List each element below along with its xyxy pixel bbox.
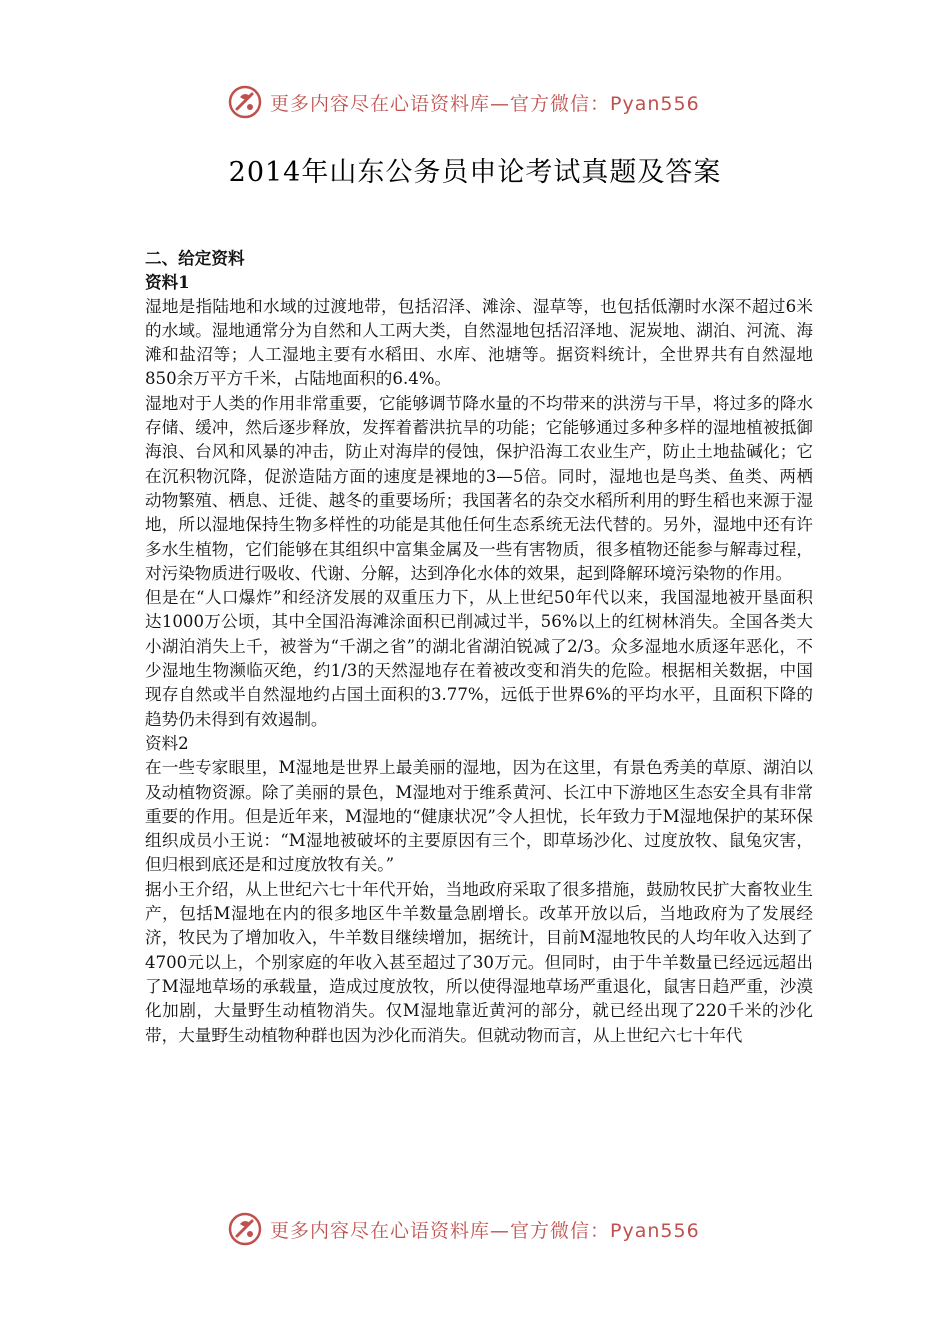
material-2-paragraph-1: 在一些专家眼里，M湿地是世界上最美丽的湿地，因为在这里，有景色秀美的草原、湖泊以及动植物资源。除了美丽的景色，M湿地对于维系黄河、长江中下游地区生态安全具有非常重要的作用。但是近年来，M湿地的“健康状况”令人担忧，长年致力于M湿地保护的某环保组织成员小王说：“M湿地被破坏的主要原因有三个，即草场沙化、过度放牧、鼠兔灾害，但归根到底还是和过度放牧有关。” [145,758,813,875]
section-heading: 二、给定资料 [145,248,245,268]
material-1-paragraph-1: 湿地是指陆地和水域的过渡地带，包括沼泽、滩涂、湿草等，也包括低潮时水深不超过6米的水域。湿地通常分为自然和人工两大类，自然湿地包括沼泽地、泥炭地、湖泊、河流、海滩和盐沼等；人工湿地主要有水稻田、水库、池塘等。据资料统计，全世界共有自然湿地850余万平方千米，占陆地面积的6.4%。 [145,296,813,389]
brand-logo-icon [228,1212,262,1246]
page-title: 2014年山东公务员申论考试真题及答案 [228,157,722,188]
material-1-label: 资料1 [145,272,190,293]
document-body [145,246,813,1048]
banner-text: 更多内容尽在心语资料库—官方微信：Pyan556 [270,1219,700,1242]
banner-text: 更多内容尽在心语资料库—官方微信：Pyan556 [270,92,700,115]
material-1-paragraph-2: 湿地对于人类的作用非常重要，它能够调节降水量的不均带来的洪涝与干旱，将过多的降水存储、缓冲，然后逐步释放，发挥着蓄洪抗旱的功能；它能够通过多种多样的湿地植被抵御海浪、台风和风暴的冲击，防止对海岸的侵蚀，保护沿海工农业生产，防止土地盐碱化；它在沉积物沉降，促淤造陆方面的速度是裸地的3—5倍。同时，湿地也是鸟类、鱼类、两栖动物繁殖、栖息、迁徙、越冬的重要场所；我国著名的杂交水稻所利用的野生稻也来源于湿地，所以湿地保持生物多样性的功能是其他任何生态系统无法代替的。另外，湿地中还有许多水生植物，它们能够在其组织中富集金属及一些有害物质，很多植物还能参与解毒过程，对污染物质进行吸收、代谢、分解，达到净化水体的效果，起到降解环境污染物的作用。 [145,393,813,583]
material-2-label: 资料2 [145,733,189,753]
material-2-paragraph-2: 据小王介绍，从上世纪六七十年代开始，当地政府采取了很多措施，鼓励牧民扩大畜牧业生产，包括M湿地在内的很多地区牛羊数量急剧增长。改革开放以后，当地政府为了发展经济，牧民为了增加收入，牛羊数目继续增加，据统计，目前M湿地牧民的人均年收入达到了4700元以上，个别家庭的年收入甚至超过了30万元。但同时，由于牛羊数量已经远远超出了M湿地草场的承载量，造成过度放牧，所以使得湿地草场严重退化，鼠害日趋严重，沙漠化加剧，大量野生动植物消失。仅M湿地靠近黄河的部分，就已经出现了220千米的沙化带，大量野生动植物种群也因为沙化而消失。但就动物而言，从上世纪六七十年代 [145,879,813,1045]
material-1-paragraph-3: 但是在“人口爆炸”和经济发展的双重压力下，从上世纪50年代以来，我国湿地被开垦面积达1000万公顷，其中全国沿海滩涂面积已削减过半，56%以上的红树林消失。全国各类大小湖泊消失上千，被誉为“千湖之省”的湖北省湖泊锐减了2/3。众多湿地水质逐年恶化，不少湿地生物濒临灭绝，约1/3的天然湿地存在着被改变和消失的危险。根据相关数据，中国现存自然或半自然湿地约占国土面积的3.77%，远低于世界6%的平均水平，且面积下降的趋势仍未得到有效遏制。 [145,588,813,729]
footer-watermark-banner [228,1211,748,1247]
brand-logo-icon [228,85,262,119]
header-watermark-banner [228,84,748,120]
